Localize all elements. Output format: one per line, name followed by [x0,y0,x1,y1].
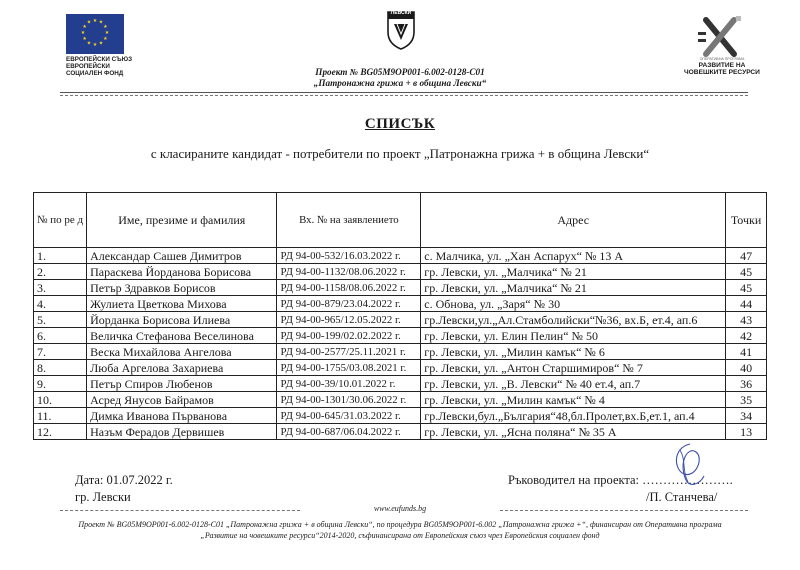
cell-no: 8. [34,360,87,376]
cell-reg: РД 94-00-1301/30.06.2022 г. [277,392,421,408]
cell-no: 1. [34,248,87,264]
cell-name: Петър Спиров Любенов [87,376,277,392]
cell-points: 34 [726,408,767,424]
svg-text:★: ★ [82,36,87,42]
document-title: СПИСЪК [364,116,436,132]
cell-points: 42 [726,328,767,344]
cell-address: гр. Левски, ул. „Ясна поляна“ № 35 А [421,424,726,440]
crest-icon [386,10,416,50]
table-row [34,280,767,296]
funding-note-line2: „Развитие на човешките ресурси“2014-2020, съфинансирана от Европейския съюз чрез Европейския социален фонд [200,531,600,540]
cell-address: гр. Левски, ул. Елин Пелин“ № 50 [421,328,726,344]
cell-name: Величка Стефанова Веселинова [87,328,277,344]
funding-note-line1: Проект № BG05M9OP001-6.002-0128-C01 „Патронажна грижа + в община Левски“, по процедура BG05M9OP001-6.002 „Патронажна грижа +“, финансиран от Оперативна програма [78,520,722,529]
table-row [34,312,767,328]
table-row [34,360,767,376]
cell-address: с. Малчика, ул. „Хан Аспарух“ № 13 А [421,248,726,264]
footer-date: Дата: 01.07.2022 г. [75,473,173,487]
crest-label: ЛЕВСКИ [390,10,412,16]
cell-no: 2. [34,264,87,280]
cell-name: Жулиета Цветкова Михова [87,296,277,312]
cell-no: 9. [34,376,87,392]
program-logo-tiny: ОПЕРАТИВНА ПРОГРАМА [699,57,745,61]
cell-points: 44 [726,296,767,312]
program-logo-line: ЧОВЕШКИТЕ РЕСУРСИ [684,69,760,77]
manager-label: Ръководител на проекта: …………………. [508,473,733,487]
cell-reg: РД 94-00-199/02.02.2022 г. [277,328,421,344]
table-row [34,408,767,424]
cell-name: Йорданка Борисова Илиева [87,312,277,328]
cell-name: Асред Янусов Байрамов [87,392,277,408]
cell-no: 12. [34,424,87,440]
cell-reg: РД 94-00-687/06.04.2022 г. [277,424,421,440]
svg-text:★: ★ [98,40,104,47]
header-divider [60,92,748,93]
svg-text:★: ★ [103,36,108,42]
eu-logo-line: СОЦИАЛЕН ФОНД [66,70,124,78]
cell-no: 6. [34,328,87,344]
cell-points: 36 [726,376,767,392]
cell-address: гр. Левски, ул. „Милин камък“ № 6 [421,344,726,360]
project-number: Проект № BG05M9OP001-6.002-0128-C01 [315,67,485,77]
cell-reg: РД 94-00-879/23.04.2022 г. [277,296,421,312]
eu-flag-icon [66,14,124,54]
website-link[interactable]: www.eufunds.bg [373,504,427,513]
manager-name: /П. Станчева/ [646,490,718,504]
signature-icon [660,440,720,490]
cell-address: гр. Левски, ул. „Милин камък“ № 4 [421,392,726,408]
svg-text:★: ★ [86,19,92,26]
cell-address: гр.Левски,бул.„България“48,бл.Пролет,вх.Б,ет.1, ап.4 [421,408,726,424]
eu-logo-line: ЕВРОПЕЙСКИ СЪЮЗ [66,56,133,63]
cell-points: 43 [726,312,767,328]
cell-name: Параскева Йорданова Борисова [87,264,277,280]
table-row [34,248,767,264]
cell-name: Димка Иванова Първанова [87,408,277,424]
cell-no: 5. [34,312,87,328]
cell-no: 7. [34,344,87,360]
cell-points: 45 [726,264,767,280]
cell-reg: РД 94-00-1132/08.06.2022 г. [277,264,421,280]
table-row [34,392,767,408]
cell-name: Петър Здравков Борисов [87,280,277,296]
candidates-table [33,192,767,440]
cell-points: 35 [726,392,767,408]
svg-text:★: ★ [103,24,108,30]
bottom-divider [60,510,300,511]
header-no: № по ре д [34,193,87,248]
cell-name: Веска Михайлова Ангелова [87,344,277,360]
svg-text:★: ★ [86,40,92,47]
cell-address: гр. Левски, ул. „В. Левски“ № 40 ет.4, ап.7 [421,376,726,392]
table-row [34,296,767,312]
cell-points: 13 [726,424,767,440]
cell-name: Люба Аргелова Захариева [87,360,277,376]
cell-reg: РД 94-00-1755/03.08.2021 г. [277,360,421,376]
program-logo-line: РАЗВИТИЕ НА [698,62,746,69]
program-logo-caption [668,62,776,77]
cell-reg: РД 94-00-532/16.03.2022 г. [277,248,421,264]
eu-logo-line: ЕВРОПЕЙСКИ [66,63,110,71]
cell-no: 10. [34,392,87,408]
header-reg: Вх. № на заявлението [277,193,421,248]
table-row [34,344,767,360]
svg-text:★: ★ [82,24,87,30]
cell-points: 47 [726,248,767,264]
bottom-divider [500,510,748,511]
cell-no: 3. [34,280,87,296]
header-divider [60,95,748,96]
table-row [34,424,767,440]
cell-address: гр.Левски,ул.„Ал.Стамболийски“№36, вх.Б, ет.4, ап.6 [421,312,726,328]
footer-place: гр. Левски [75,490,131,504]
header-name: Име, презиме и фамилия [87,193,277,248]
cell-name: Александар Сашев Димитров [87,248,277,264]
table-header-row [34,193,767,248]
program-logo-icon [696,14,744,62]
cell-reg: РД 94-00-965/12.05.2022 г. [277,312,421,328]
cell-no: 4. [34,296,87,312]
cell-address: с. Обнова, ул. „Заря“ № 30 [421,296,726,312]
cell-points: 40 [726,360,767,376]
table-row [34,264,767,280]
cell-reg: РД 94-00-645/31.03.2022 г. [277,408,421,424]
cell-address: гр. Левски, ул. „Малчика“ № 21 [421,280,726,296]
eu-logo-caption [66,56,176,78]
svg-text:★: ★ [80,30,86,36]
cell-reg: РД 94-00-1158/08.06.2022 г. [277,280,421,296]
cell-address: гр. Левски, ул. „Антон Старшимиров“ № 7 [421,360,726,376]
header-points: Точки [726,193,767,248]
cell-reg: РД 94-00-39/10.01.2022 г. [277,376,421,392]
svg-text:★: ★ [92,18,98,24]
cell-name: Назъм Ферадов Дервишев [87,424,277,440]
svg-text:★: ★ [98,19,104,26]
cell-reg: РД 94-00-2577/25.11.2021 г. [277,344,421,360]
svg-text:★: ★ [92,42,98,48]
table-row [34,376,767,392]
cell-address: гр. Левски, ул. „Малчика“ № 21 [421,264,726,280]
header-address: Адрес [421,193,726,248]
project-name: „Патронажна грижа + в община Левски“ [313,78,487,88]
cell-no: 11. [34,408,87,424]
table-row [34,328,767,344]
cell-points: 41 [726,344,767,360]
svg-text:★: ★ [104,30,110,36]
document-subtitle: с класираните кандидат - потребители по проект „Патронажна грижа + в община Левски“ [150,146,650,161]
cell-points: 45 [726,280,767,296]
